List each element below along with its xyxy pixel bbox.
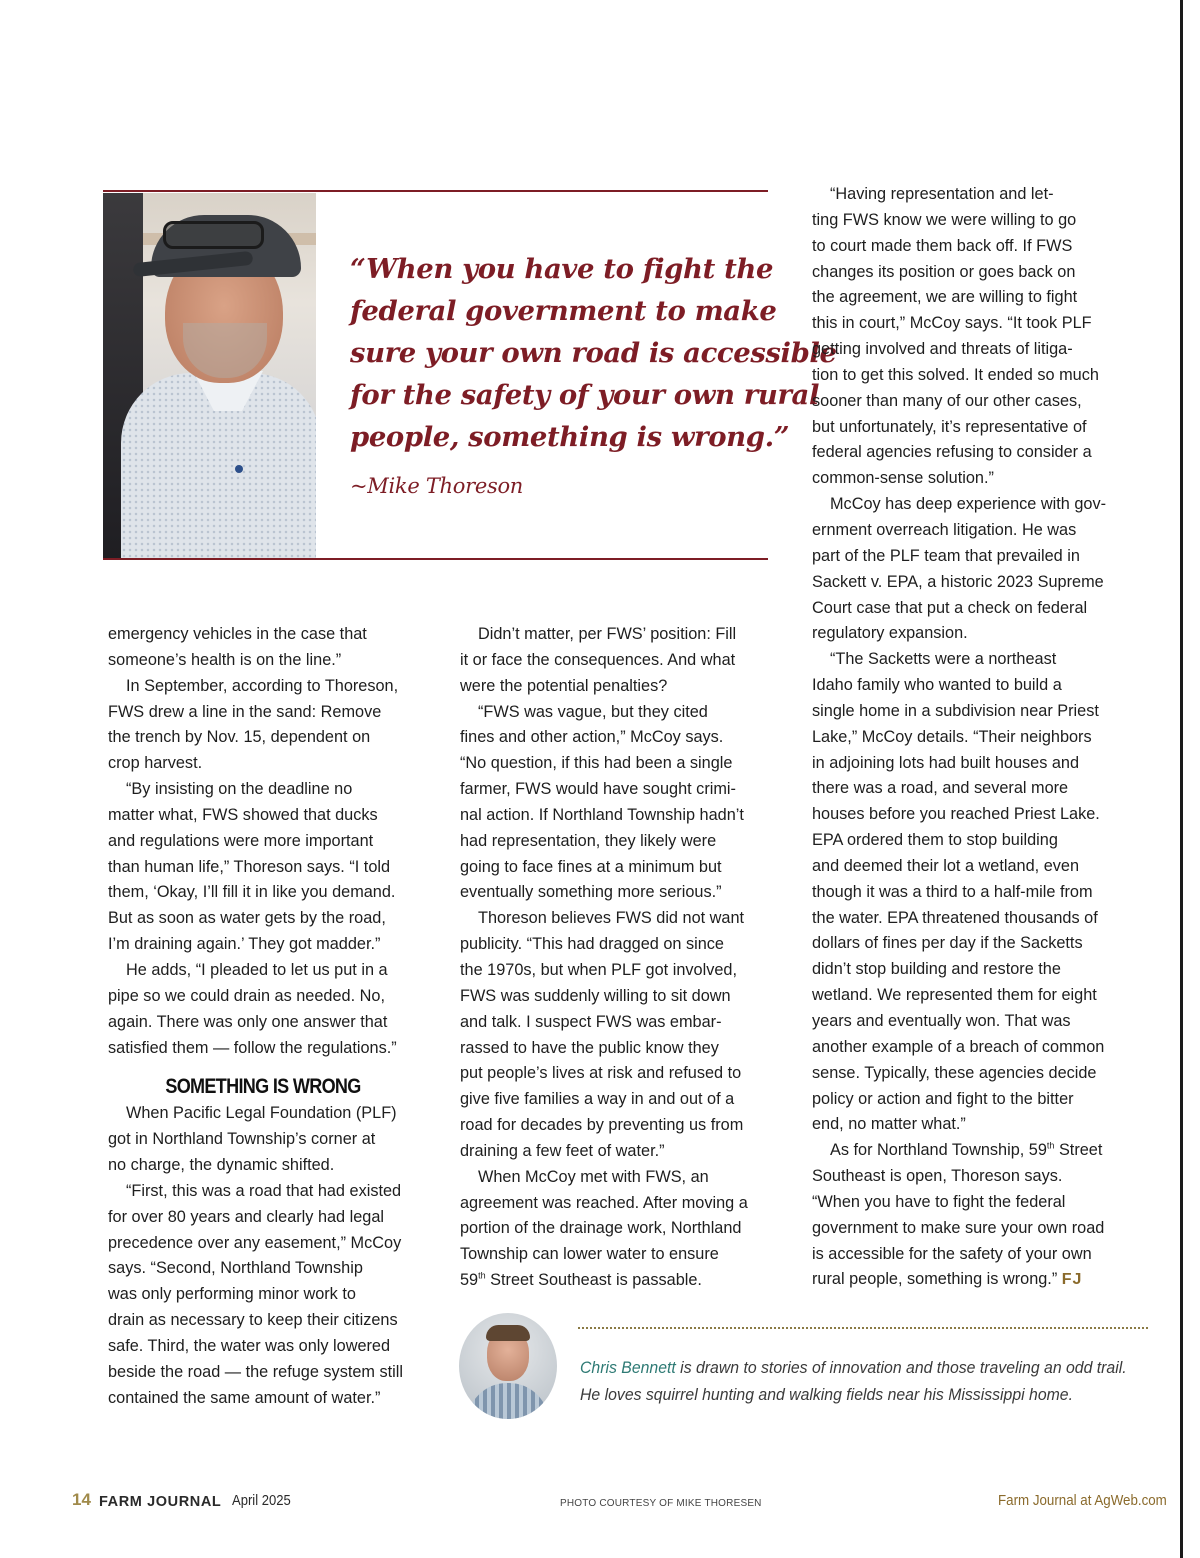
text-line: again. There was only one answer that xyxy=(108,1012,388,1031)
text-line: and deemed their lot a wetland, even xyxy=(812,856,1080,875)
text-line: and regulations were more important xyxy=(108,831,374,850)
street-number: 59 xyxy=(460,1271,479,1290)
pull-quote-top-rule xyxy=(103,190,768,192)
text-line: Thoreson believes FWS did not want xyxy=(478,909,745,928)
pull-quote-bottom-rule xyxy=(103,558,768,560)
text-line: “First, this was a road that had existed xyxy=(126,1181,402,1200)
text-line: the 1970s, but when PLF got involved, xyxy=(460,960,737,979)
text-line: though it was a third to a half-mile from xyxy=(812,882,1093,901)
text-line: “Having representation and let- xyxy=(830,185,1054,203)
pull-quote-line: federal government to make xyxy=(350,295,777,327)
text-line: sense. Typically, these agencies decide xyxy=(812,1063,1097,1082)
text-line: another example of a breach of common xyxy=(812,1037,1105,1056)
text-line: FWS was suddenly willing to sit down xyxy=(460,986,731,1005)
text-fragment: As for Northland Township, 59 xyxy=(830,1141,1047,1160)
text-line: Sackett v. EPA, a historic 2023 Supreme xyxy=(812,572,1104,591)
text-line: emergency vehicles in the case that xyxy=(108,625,367,643)
text-line: government to make sure your own road xyxy=(812,1218,1105,1237)
text-line: I’m draining again.’ They got madder.” xyxy=(108,935,381,954)
text-line: Court case that put a check on federal xyxy=(812,598,1088,617)
text-line: nal action. If Northland Township hadn’t xyxy=(460,805,744,824)
article-column-3 xyxy=(812,182,1106,1293)
text-line: the agreement, we are willing to fight xyxy=(812,288,1078,307)
text-line: than human life,” Thoreson says. “I told xyxy=(108,857,391,876)
page-number: 14 xyxy=(72,1490,91,1509)
text-line: Didn’t matter, per FWS’ position: Fill xyxy=(478,625,737,643)
text-line: ernment overreach litigation. He was xyxy=(812,520,1077,539)
bio-line xyxy=(580,1355,1127,1382)
bio-line: He loves squirrel hunting and walking fields near his Mississippi home. xyxy=(580,1384,1073,1404)
text-line: FWS drew a line in the sand: Remove xyxy=(108,702,382,721)
text-line: and talk. I suspect FWS was embar- xyxy=(460,1012,722,1031)
text-line: satisfied them — follow the regulations.” xyxy=(108,1038,397,1057)
author-name: Chris Bennett xyxy=(580,1358,676,1377)
article-column-2 xyxy=(460,622,748,1294)
text-line: got in Northland Township’s corner at xyxy=(108,1130,376,1149)
text-line: give five families a way in and out of a xyxy=(460,1090,735,1109)
text-line: were the potential penalties? xyxy=(460,676,668,695)
text-line: portion of the drainage work, Northland xyxy=(460,1219,742,1238)
author-avatar xyxy=(459,1313,557,1419)
text-line: didn’t stop building and restore the xyxy=(812,960,1061,979)
text-line: in adjoining lots had built houses and xyxy=(812,753,1080,772)
text-line: regulatory expansion. xyxy=(812,624,968,643)
text-line: farmer, FWS would have sought crimi- xyxy=(460,780,736,799)
text-line: but unfortunately, it’s representative of xyxy=(812,417,1087,436)
text-line: draining a few feet of water.” xyxy=(460,1141,665,1160)
text-line: was only performing minor work to xyxy=(108,1285,356,1304)
text-line: beside the road — the refuge system still xyxy=(108,1362,404,1381)
pull-quote-line: people, something is wrong.” xyxy=(350,421,790,453)
street-name: Street Southeast is passable. xyxy=(485,1271,702,1290)
text-line: rassed to have the public know they xyxy=(460,1038,719,1057)
text-line: put people’s lives at risk and refused to xyxy=(460,1064,742,1083)
text-fragment: rural people, something is wrong.” xyxy=(812,1270,1058,1289)
ordinal-suffix: th xyxy=(478,1270,486,1281)
text-line: this in court,” McCoy says. “It took PLF xyxy=(812,314,1092,333)
text-line: someone’s health is on the line.” xyxy=(108,650,342,669)
text-line: common-sense solution.” xyxy=(812,469,994,488)
text-line: But as soon as water gets by the road, xyxy=(108,909,386,928)
pull-quote-attribution: ~Mike Thoreson xyxy=(350,474,524,498)
issue-date: April 2025 xyxy=(232,1493,291,1509)
text-line: end, no matter what.” xyxy=(812,1115,966,1134)
text-line: there was a road, and several more xyxy=(812,779,1069,798)
text-line: dollars of fines per day if the Sacketts xyxy=(812,934,1083,953)
magazine-name: FARM JOURNAL xyxy=(99,1494,222,1510)
text-line: McCoy has deep experience with gov- xyxy=(830,495,1107,514)
text-line: ting FWS know we were willing to go xyxy=(812,210,1077,229)
text-line: houses before you reached Priest Lake. xyxy=(812,805,1100,824)
site-link[interactable]: Farm Journal at AgWeb.com xyxy=(998,1493,1167,1509)
text-line: years and eventually won. That was xyxy=(812,1012,1071,1030)
text-line: crop harvest. xyxy=(108,754,203,773)
text-line: wetland. We represented them for eight xyxy=(812,986,1097,1005)
text-line: is accessible for the safety of your own xyxy=(812,1244,1092,1263)
text-line: it or face the consequences. And what xyxy=(460,650,736,669)
text-line: EPA ordered them to stop building xyxy=(812,831,1058,850)
text-line: had representation, they likely were xyxy=(460,831,717,850)
section-subhead: SOMETHING IS WRONG xyxy=(165,1075,361,1099)
text-line: Idaho family who wanted to build a xyxy=(812,676,1062,695)
text-line: matter what, FWS showed that ducks xyxy=(108,805,378,824)
text-line xyxy=(812,1138,1106,1164)
bio-text: is drawn to stories of innovation and those traveling an odd trail. xyxy=(675,1358,1127,1377)
text-line: “FWS was vague, but they cited xyxy=(478,702,708,721)
text-line: says. “Second, Northland Township xyxy=(108,1259,363,1278)
ordinal-suffix: th xyxy=(1046,1140,1055,1151)
text-line: In September, according to Thoreson, xyxy=(126,676,399,695)
text-line: fines and other action,” McCoy says. xyxy=(460,728,724,747)
pull-quote-line: “When you have to fight the xyxy=(350,253,774,285)
text-line: drain as necessary to keep their citizens xyxy=(108,1311,398,1330)
text-line: federal agencies refusing to consider a xyxy=(812,443,1092,462)
text-line: safe. Third, the water was only lowered xyxy=(108,1336,391,1355)
text-line: going to face fines at a minimum but xyxy=(460,857,722,876)
text-line: publicity. “This had dragged on since xyxy=(460,935,724,954)
text-line: When McCoy met with FWS, an xyxy=(478,1167,709,1186)
text-line: for over 80 years and clearly had legal xyxy=(108,1207,385,1226)
text-line: “When you have to fight the federal xyxy=(812,1192,1066,1211)
text-line: the trench by Nov. 15, dependent on xyxy=(108,728,371,747)
text-line: “By insisting on the deadline no xyxy=(126,780,353,799)
text-line: agreement was reached. After moving a xyxy=(460,1193,748,1212)
text-line: precedence over any easement,” McCoy xyxy=(108,1233,402,1252)
text-line: road for decades by preventing us from xyxy=(460,1116,744,1135)
text-line: to court made them back off. If FWS xyxy=(812,236,1073,255)
photo-credit: PHOTO COURTESY OF MIKE THORESEN xyxy=(560,1498,762,1509)
text-line xyxy=(812,1267,1106,1293)
text-line: Township can lower water to ensure xyxy=(460,1245,719,1264)
text-line: Southeast is open, Thoreson says. xyxy=(812,1167,1063,1186)
text-line: changes its position or goes back on xyxy=(812,262,1076,281)
text-line: “The Sacketts were a northeast xyxy=(830,650,1057,669)
author-bio xyxy=(580,1355,1127,1408)
pull-quote-line: for the safety of your own rural xyxy=(350,379,820,411)
text-line: getting involved and threats of litiga- xyxy=(812,340,1073,359)
pull-quote xyxy=(350,248,837,458)
text-line: policy or action and fight to the bitter xyxy=(812,1089,1074,1108)
article-column-1 xyxy=(108,622,418,1411)
text-fragment: Street xyxy=(1054,1141,1103,1160)
text-line: Lake,” McCoy details. “Their neighbors xyxy=(812,727,1092,746)
text-line: eventually something more serious.” xyxy=(460,883,722,902)
text-line: sooner than many of our other cases, xyxy=(812,391,1082,410)
text-line: them, ‘Okay, I’ll fill it in like you demand. xyxy=(108,883,396,902)
text-line xyxy=(460,1268,748,1294)
bio-divider xyxy=(578,1327,1148,1329)
text-line: no charge, the dynamic shifted. xyxy=(108,1156,335,1175)
text-line: part of the PLF team that prevailed in xyxy=(812,546,1080,565)
text-line: “No question, if this had been a single xyxy=(460,754,733,773)
page-edge-rule xyxy=(1180,0,1183,1558)
text-line: When Pacific Legal Foundation (PLF) xyxy=(126,1104,397,1123)
text-line: He adds, “I pleaded to let us put in a xyxy=(126,960,388,979)
pull-quote-line: sure your own road is accessible xyxy=(350,337,837,369)
text-line: tion to get this solved. It ended so much xyxy=(812,365,1099,384)
end-mark: FJ xyxy=(1061,1271,1083,1289)
text-line: contained the same amount of water.” xyxy=(108,1388,381,1407)
text-line: pipe so we could drain as needed. No, xyxy=(108,986,385,1005)
mike-thoreson-photo xyxy=(103,193,316,558)
text-line: the water. EPA threatened thousands of xyxy=(812,908,1098,927)
text-line: single home in a subdivision near Priest xyxy=(812,701,1099,720)
